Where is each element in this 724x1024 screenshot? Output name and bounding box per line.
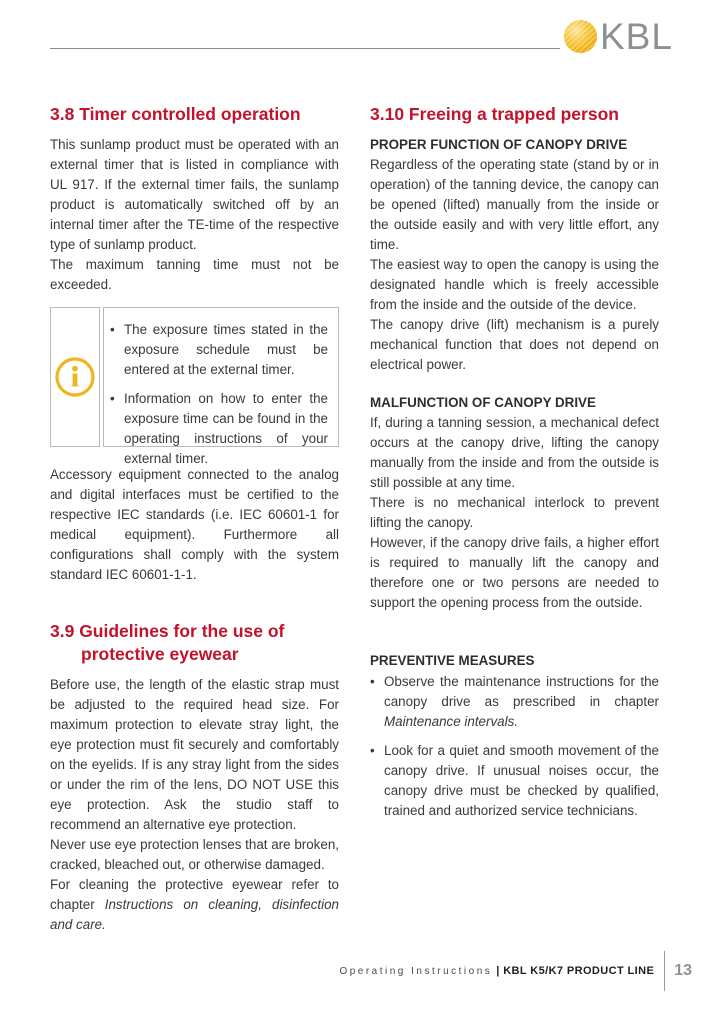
paragraph-3-italic: Instructions on cleaning, disinfection and care. bbox=[50, 897, 339, 932]
section-3-8-heading: 3.8 Timer controlled operation bbox=[50, 104, 301, 124]
section-3-9-paragraph-3 bbox=[50, 875, 339, 935]
subheading-malfunction: MALFUNCTION OF CANOPY DRIVE bbox=[370, 395, 596, 410]
info-box-bullet-list bbox=[110, 320, 328, 469]
header-rule bbox=[50, 48, 560, 49]
bullet-1-normal: Observe the maintenance instructions for the canopy drive as prescribed in chapter bbox=[384, 674, 659, 709]
section-3-9-heading-line1: 3.9 Guidelines for the use of bbox=[50, 621, 285, 641]
info-box bbox=[50, 307, 339, 466]
info-bullet-2: Information on how to enter the exposure time can be found in the operating instructions of your external timer. bbox=[124, 391, 328, 466]
section-3-9-heading-line2: protective eyewear bbox=[81, 644, 239, 664]
preventive-measures-list bbox=[370, 672, 659, 821]
section-3-10-paragraph-1: Regardless of the operating state (stand by or in operation) of the tanning device, the canopy can be opened (lifted) manually from the inside or the outside easily and with very little effort, any time. bbox=[370, 157, 659, 252]
bullet-marker: • bbox=[370, 674, 375, 689]
accessory-paragraph: Accessory equipment connected to the analog and digital interfaces must be certified to the respective IEC standards (i.e. IEC 60601-1 for medical equipment). Furthermore all configurations shall comply with the system standard IEC 60601-1-1. bbox=[50, 467, 339, 582]
section-3-10-paragraph-2: The easiest way to open the canopy is using the designated handle which is freely accessible from the inside and the outside of the device. bbox=[370, 257, 659, 312]
footer-doc-label: Operating Instructions bbox=[339, 965, 493, 977]
kbl-logo bbox=[563, 18, 673, 55]
footer-product-line: | KBL K5/K7 PRODUCT LINE bbox=[496, 965, 655, 977]
bullet-1-italic: Maintenance intervals. bbox=[384, 714, 518, 729]
section-3-10-paragraph-6: However, if the canopy drive fails, a higher effort is required to manually lift the canopy and therefore one or two persons are needed to support the opening process from the outside. bbox=[370, 535, 659, 610]
footer-divider bbox=[664, 951, 665, 991]
right-column bbox=[370, 103, 659, 821]
info-box-text-cell bbox=[103, 307, 339, 466]
bullet-marker: • bbox=[110, 322, 115, 337]
section-3-9-paragraph-2: Never use eye protection lenses that are broken, cracked, bleached out, or otherwise damaged. bbox=[50, 837, 339, 872]
logo-brand-text: KBL bbox=[600, 16, 673, 57]
section-3-8-paragraph-1: This sunlamp product must be operated with an external timer that is listed in compliance with UL 917. If the external timer fails, the sunlamp product is automatically switched off by an internal timer after the TE-time of the respective type of sunlamp product. bbox=[50, 137, 339, 252]
list-item bbox=[110, 389, 328, 469]
section-3-9-heading bbox=[50, 620, 339, 666]
section-3-10-paragraph-4: If, during a tanning session, a mechanical defect occurs at the canopy drive, lifting the canopy manually from the inside and from the outside is still possible at any time. bbox=[370, 415, 659, 490]
page-footer bbox=[339, 951, 692, 991]
bullet-marker: • bbox=[370, 743, 375, 758]
info-icon bbox=[54, 356, 96, 398]
preventive-bullet-2: Look for a quiet and smooth movement of the canopy drive. If unusual noises occur, the canopy drive must be checked by qualified, trained and authorized service technicians. bbox=[384, 743, 659, 818]
paragraph-3-normal: For cleaning the protective eyewear refer to chapter bbox=[50, 877, 339, 912]
list-item bbox=[370, 741, 659, 821]
info-bullet-1: The exposure times stated in the exposure schedule must be entered at the external timer. bbox=[124, 322, 328, 377]
section-3-10-heading: 3.10 Freeing a trapped person bbox=[370, 104, 619, 124]
subheading-preventive-measures: PREVENTIVE MEASURES bbox=[370, 653, 535, 668]
kbl-sphere-icon bbox=[563, 19, 598, 54]
section-3-10-paragraph-5: There is no mechanical interlock to prevent lifting the canopy. bbox=[370, 495, 659, 530]
list-item bbox=[110, 320, 328, 380]
section-3-9-paragraph-1: Before use, the length of the elastic strap must be adjusted to the required head size. For maximum protection to elevate stray light, the eye protection must fit securely and comfortably on the eyelids. If is any stray light from the sides or under the rim of the lens, DO NOT USE this eye protection. Ask the studio staff to recommend an alternative eye protection. bbox=[50, 677, 339, 832]
preventive-bullet-1 bbox=[384, 672, 659, 732]
bullet-marker: • bbox=[110, 391, 115, 406]
left-column bbox=[50, 103, 339, 935]
section-3-8-paragraph-2: The maximum tanning time must not be exceeded. bbox=[50, 257, 339, 292]
page-number: 13 bbox=[674, 962, 692, 979]
list-item bbox=[370, 672, 659, 732]
section-3-10-paragraph-3: The canopy drive (lift) mechanism is a purely mechanical function that does not depend on electrical power. bbox=[370, 317, 659, 372]
info-box-icon-cell bbox=[50, 307, 100, 447]
subheading-proper-function: PROPER FUNCTION OF CANOPY DRIVE bbox=[370, 137, 628, 152]
